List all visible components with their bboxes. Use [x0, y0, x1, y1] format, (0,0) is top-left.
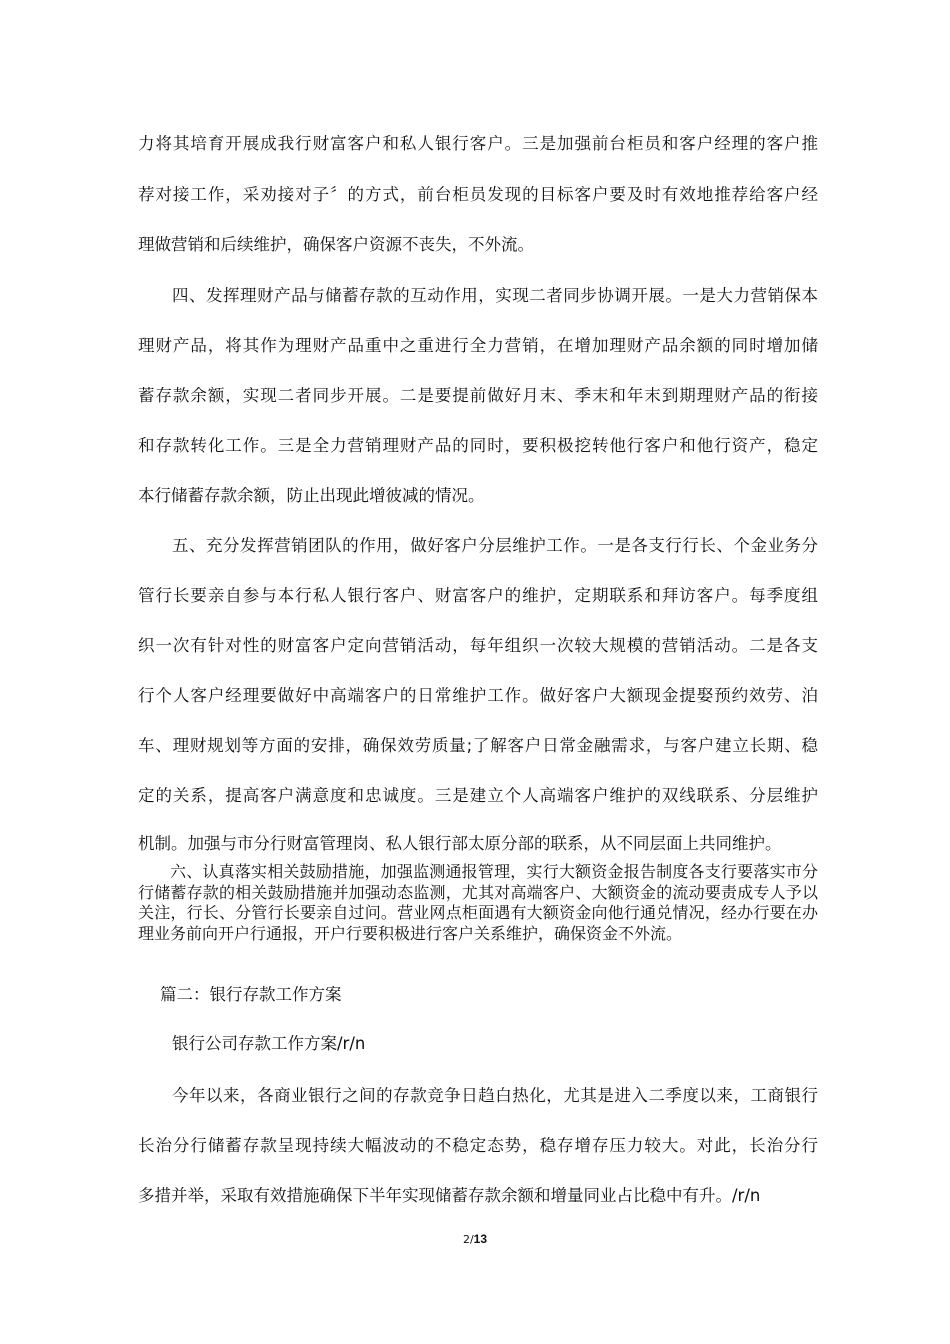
text-line: 力将其培育开展成我行财富客户和私人银行客户。三是加强前台柜员和客户经理的客户推 — [138, 134, 818, 153]
text-line: 今年以来，各商业银行之间的存款竞争日趋白热化，尤其是进入二季度以来，工商银行 — [172, 1086, 818, 1105]
page-number — [0, 1232, 950, 1246]
text-line: 荐对接工作，采劝接对子〞的方式，前台柜员发现的目标客户要及时有效地推荐给客户经 — [138, 185, 818, 204]
paragraph-six — [138, 862, 818, 944]
text-line: 本行储蓄存款余额，防止出现此增彼减的情况。 — [138, 486, 485, 505]
text-line: 理做营销和后续维护，确保客户资源不丧失，不外流。 — [138, 235, 534, 254]
paragraph-heading-line: 五、充分发挥营销团队的作用，做好客户分层维护工作。一是各支行行长、个金业务分 — [172, 536, 818, 555]
text-line: 车、理财规划等方面的安排，确保效劳质量;了解客户日常金融需求，与客户建立长期、稳 — [138, 736, 818, 755]
section-subtitle: 银行公司存款工作方案/r/n — [172, 1034, 366, 1053]
page-current: 2/ — [462, 1233, 474, 1246]
text-line: 织一次有针对性的财富客户定向营销活动，每年组织一次较大规模的营销活动。二是各支 — [138, 636, 818, 655]
text-line: 和存款转化工作。三是全力营销理财产品的同时，要积极挖转他行客户和他行资产，稳定 — [138, 436, 818, 455]
text-line: 蓄存款余额，实现二者同步开展。二是要提前做好月末、季末和年末到期理财产品的衔接 — [138, 386, 818, 405]
text-line: 理财产品，将其作为理财产品重中之重进行全力营销，在增加理财产品余额的同时增加储 — [138, 336, 818, 355]
page-total: 13 — [473, 1232, 488, 1246]
section-title: 篇二：银行存款工作方案 — [160, 985, 342, 1004]
text-line: 行个人客户经理要做好中高端客户的日常维护工作。做好客户大额现金提娶预约效劳、泊 — [138, 686, 818, 705]
paragraph-heading-line: 四、发挥理财产品与储蓄存款的互动作用，实现二者同步协调开展。一是大力营销保本 — [172, 286, 818, 305]
text-line: 管行长要亲自参与本行私人银行客户、财富客户的维护，定期联系和拜访客户。每季度组 — [138, 586, 818, 605]
text-line: 机制。加强与市分行财富管理岗、私人银行部太原分部的联系，从不同层面上共同维护。 — [138, 834, 782, 853]
paragraph-six-text: 六、认真落实相关鼓励措施，加强监测通报管理，实行大额资金报告制度各支行要落实市分行储蓄存款的相关鼓励措施并加强动态监测，尤其对高端客户、大额资金的流动要责成专人予以关注，行长、分管行长要亲自过问。营业网点柜面遇有大额资金向他行通兑情况，经办行要在办理业务前向开户行通报，开户行要积极进行客户关系维护，确保资金不外流。 — [138, 862, 818, 943]
text-line: 长治分行储蓄存款呈现持续大幅波动的不稳定态势，稳存增存压力较大。对此，长治分行 — [138, 1136, 818, 1155]
text-line: 定的关系，提高客户满意度和忠诚度。三是建立个人高端客户维护的双线联系、分层维护 — [138, 786, 818, 805]
text-line: 多措并举，采取有效措施确保下半年实现储蓄存款余额和增量同业占比稳中有升。/r/n — [138, 1186, 761, 1205]
